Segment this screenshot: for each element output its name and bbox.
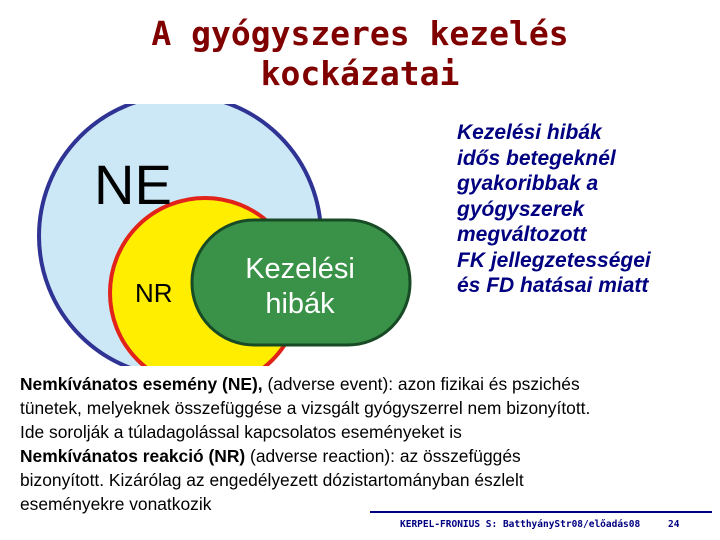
ne-definition: (adverse event): azon fizikai és pszichés xyxy=(262,374,580,394)
definition-line: eseményekre vonatkozik xyxy=(20,494,212,514)
definition-line xyxy=(20,444,710,468)
slide-footer xyxy=(370,511,712,537)
side-note-line: Kezelési hibák xyxy=(457,121,602,144)
page-number: 24 xyxy=(668,519,680,530)
definition-line xyxy=(20,372,710,396)
side-note-line: idős betegeknél xyxy=(457,146,616,170)
definition-line: Ide sorolják a túladagolással kapcsolatos eseményeket is xyxy=(20,422,462,442)
definition-text xyxy=(20,372,710,516)
slide-title-line-2: kockázatai xyxy=(260,54,460,93)
definition-line: bizonyított. Kizárólag az engedélyezett dózistartományban észlelt xyxy=(20,470,524,490)
side-note-line: FK jellegzetességei xyxy=(457,248,651,272)
side-note-line: megváltozott xyxy=(457,223,587,246)
errors-label-line-1: Kezelési xyxy=(245,253,355,285)
side-note xyxy=(457,120,712,299)
ne-label: NE xyxy=(94,153,172,216)
definition-line: tünetek, melyeknek összefüggése a vizsgált gyógyszerrel nem bizonyított. xyxy=(20,398,591,418)
errors-label xyxy=(220,252,380,322)
nr-definition: (adverse reaction): az összefüggés xyxy=(245,446,521,466)
ne-term: Nemkívánatos esemény (NE), xyxy=(20,374,263,394)
side-note-line: gyakoribbak a xyxy=(457,172,599,195)
side-note-line: és FD hatásai miatt xyxy=(457,274,649,297)
nr-term: Nemkívánatos reakció (NR) xyxy=(20,446,246,466)
errors-label-line-2: hibák xyxy=(265,288,335,320)
slide-title-line-1: A gyógyszeres kezelés xyxy=(151,14,569,53)
footer-credit: KERPEL-FRONIUS S: BatthyányStr08/előadás08 xyxy=(400,519,641,530)
side-note-line: gyógyszerek xyxy=(457,197,585,221)
nr-label: NR xyxy=(135,278,173,308)
